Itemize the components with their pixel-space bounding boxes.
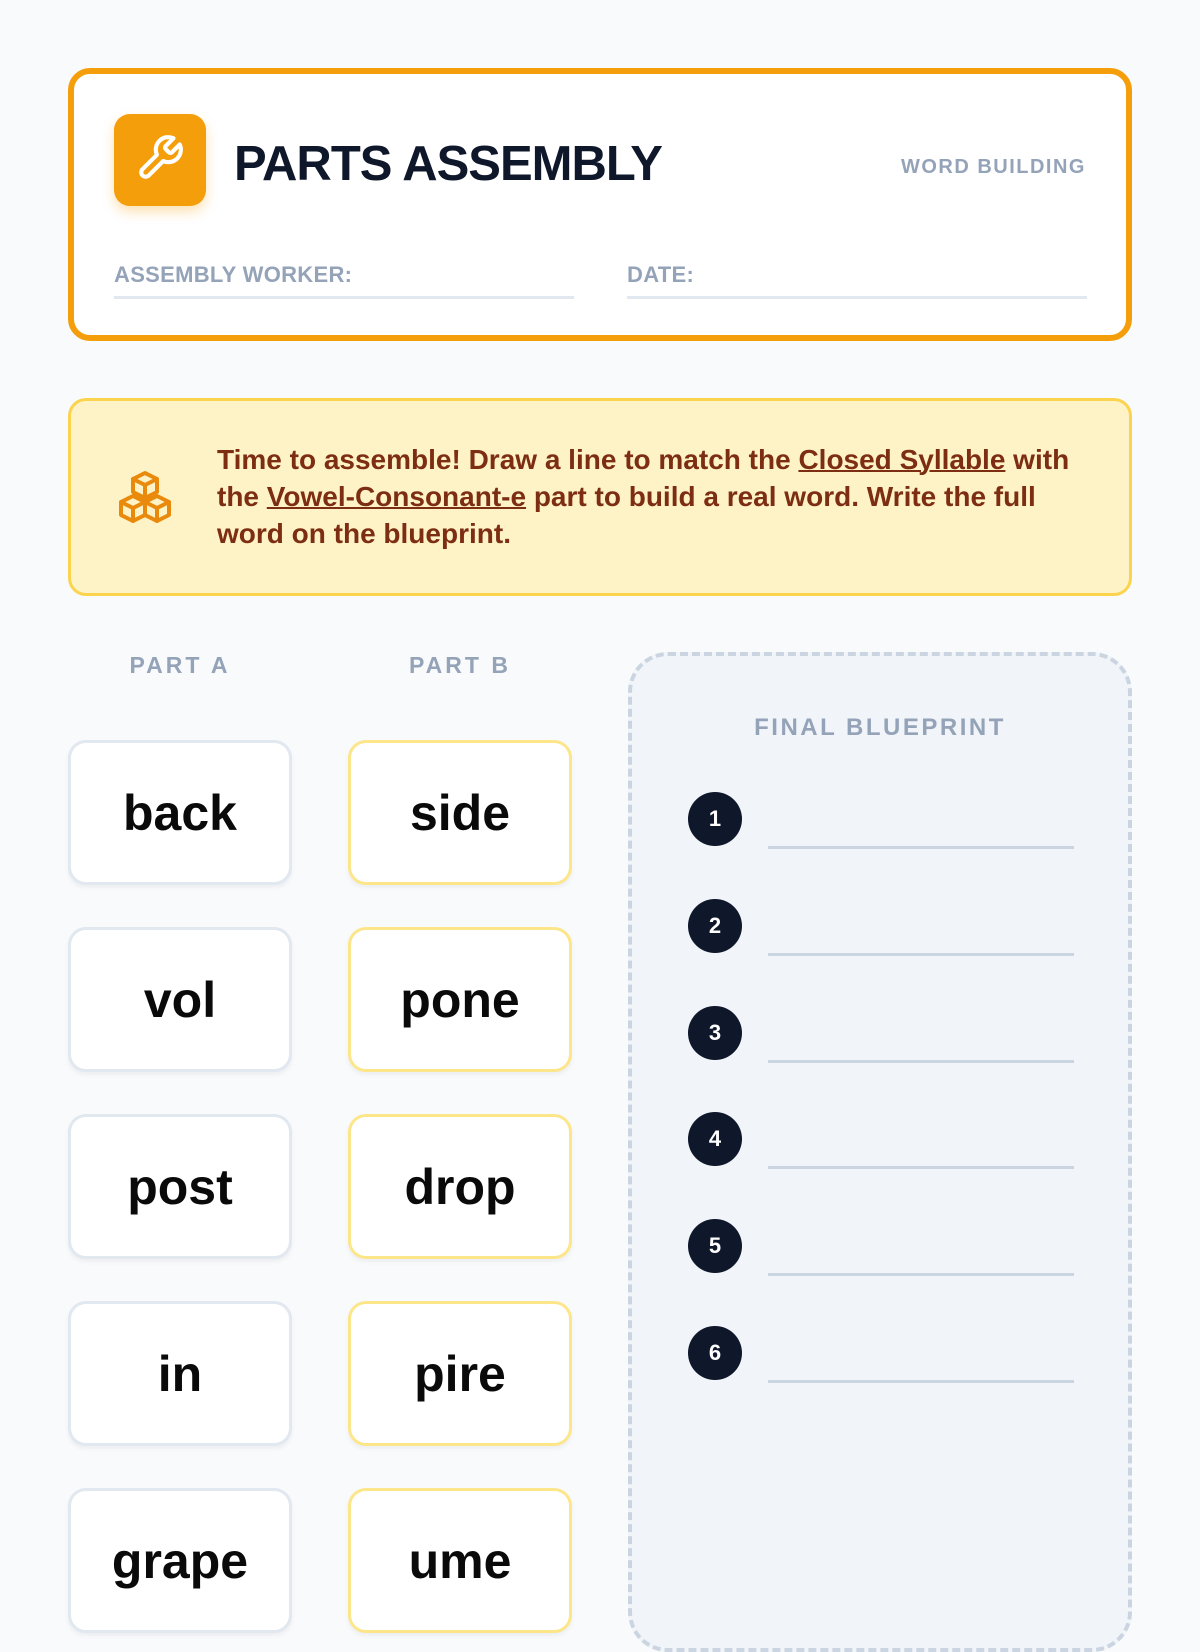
date-label: DATE: — [627, 262, 695, 287]
answer-line[interactable] — [768, 1380, 1074, 1383]
row-number-badge: 6 — [688, 1326, 742, 1380]
part-a-tile[interactable]: post — [68, 1114, 292, 1259]
blueprint-row — [688, 899, 1078, 959]
part-a-header: PART A — [129, 652, 231, 678]
blueprint-row — [688, 792, 1078, 852]
answer-line[interactable] — [768, 846, 1074, 849]
blueprint-title: FINAL BLUEPRINT — [754, 714, 1006, 741]
part-a-tile[interactable]: in — [68, 1301, 292, 1446]
part-b-header: PART B — [409, 652, 511, 678]
wrench-badge — [114, 114, 206, 206]
row-number-badge: 1 — [688, 792, 742, 846]
answer-line[interactable] — [768, 1273, 1074, 1276]
assembly-worker-label: ASSEMBLY WORKER: — [114, 262, 353, 287]
closed-syllable-term: Closed Syllable — [798, 444, 1006, 475]
row-number-badge: 3 — [688, 1006, 742, 1060]
part-b-tile[interactable]: side — [348, 740, 572, 885]
row-number-badge: 2 — [688, 899, 742, 953]
part-a-tile[interactable]: back — [68, 740, 292, 885]
blueprint-row — [688, 1326, 1078, 1386]
row-number-badge: 5 — [688, 1219, 742, 1273]
part-b-tile[interactable]: pire — [348, 1301, 572, 1446]
part-b-tile[interactable]: ume — [348, 1488, 572, 1633]
answer-line[interactable] — [768, 953, 1074, 956]
final-blueprint-panel — [628, 652, 1132, 1652]
answer-line[interactable] — [768, 1060, 1074, 1063]
date-field[interactable] — [627, 262, 1087, 299]
answer-line[interactable] — [768, 1166, 1074, 1169]
instruction-text: Time to assemble! Draw a line to match the Closed Syllable with the Vowel-Consonant-e part to build a real word. Write the full word on the blueprint. — [217, 444, 1070, 549]
cubes-icon — [113, 467, 177, 531]
part-b-tile[interactable]: drop — [348, 1114, 572, 1259]
header-card — [68, 68, 1132, 341]
category-label: WORD BUILDING — [900, 156, 1086, 178]
part-b-tile[interactable]: pone — [348, 927, 572, 1072]
part-a-tile[interactable]: grape — [68, 1488, 292, 1633]
vce-term: Vowel-Consonant-e — [266, 481, 527, 512]
blueprint-row — [688, 1112, 1078, 1172]
blueprint-row — [688, 1219, 1078, 1279]
page-title: PARTS ASSEMBLY — [234, 137, 662, 191]
assembly-worker-field[interactable] — [114, 262, 574, 299]
wrench-icon — [135, 133, 185, 188]
blueprint-row — [688, 1006, 1078, 1066]
row-number-badge: 4 — [688, 1112, 742, 1166]
instruction-panel — [68, 398, 1132, 596]
part-a-tile[interactable]: vol — [68, 927, 292, 1072]
